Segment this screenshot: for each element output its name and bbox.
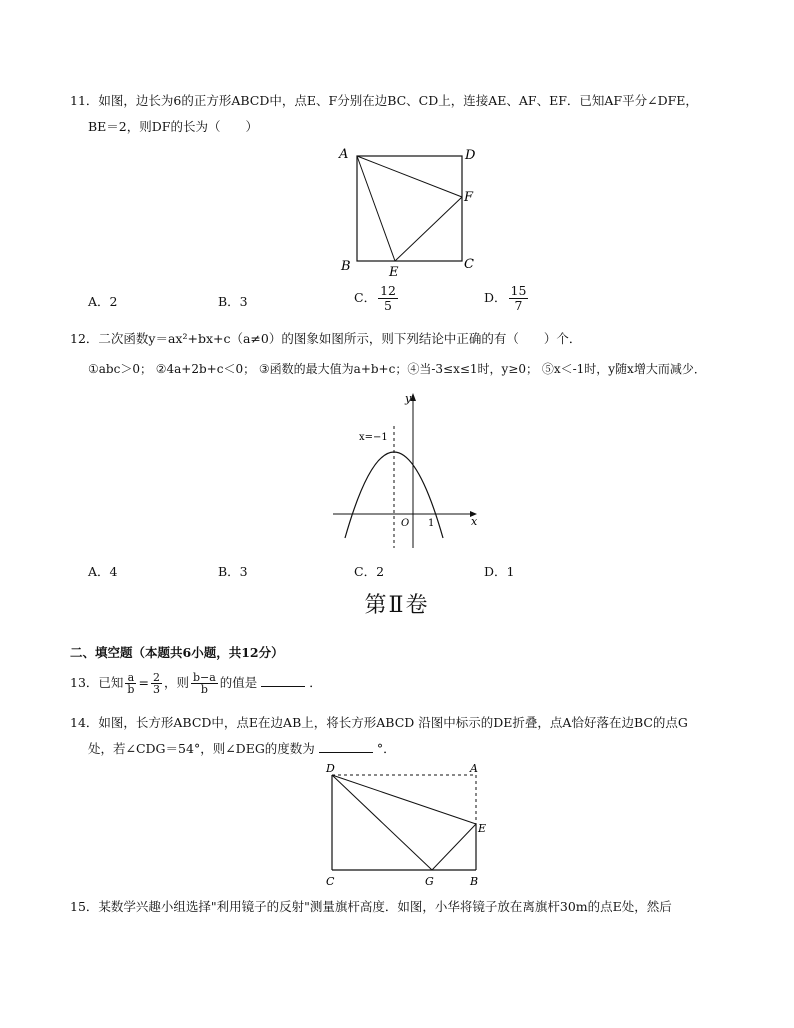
q14-line2 bbox=[88, 740, 396, 758]
label-e: E bbox=[478, 822, 487, 835]
q14-line2-suffix: °． bbox=[376, 741, 396, 756]
label-e: E bbox=[389, 265, 399, 280]
q13-answer-blank[interactable] bbox=[261, 674, 305, 687]
part-heading: 第Ⅱ卷 bbox=[364, 593, 430, 618]
q13-frac2-den: 3 bbox=[152, 683, 160, 696]
q12-line1: 12．二次函数y＝ax²+bx+c（a≠0）的图象如图所示，则下列结论中正确的有（ ）个． bbox=[70, 331, 582, 346]
q13-mid: ，则 bbox=[163, 675, 189, 690]
q13-end: ． bbox=[309, 675, 322, 690]
q11-line1: 11．如图，边长为6的正方形ABCD中，点E、F分别在边BC、CD上，连接AE、AF、EF．已知AF平分∠DFE， bbox=[70, 93, 698, 108]
q12-line2: ①abc＞0； ②4a+2b+c＜0； ③函数的最大值为a+b+c；④当-3≤x≤1时，y≥0； ⑤x＜-1时，y随x增大而减少． bbox=[88, 362, 706, 376]
label-c: C bbox=[464, 257, 474, 272]
label-g: G bbox=[425, 875, 434, 888]
q14-line1: 14．如图，长方形ABCD中，点E在边AB上，将长方形ABCD 沿图中标示的DE折叠，点A恰好落在边BC的点G bbox=[70, 715, 688, 730]
q12-option-a: A．4 bbox=[88, 564, 118, 579]
q11-option-c-prefix: C． bbox=[354, 290, 377, 305]
segment-ae bbox=[357, 156, 395, 261]
q11-option-c bbox=[354, 284, 400, 313]
q12-option-d: D．1 bbox=[484, 564, 515, 579]
segment-ef bbox=[395, 197, 462, 261]
label-b: B bbox=[470, 875, 479, 888]
segment-dg bbox=[332, 775, 432, 870]
label-origin: O bbox=[401, 518, 410, 529]
q13-line bbox=[70, 672, 322, 695]
label-a: A bbox=[470, 762, 478, 775]
segment-de bbox=[332, 775, 476, 824]
q11-option-d-num: 15 bbox=[510, 283, 527, 298]
q12-parabola-graph bbox=[325, 388, 485, 553]
q11-option-d bbox=[484, 284, 530, 313]
q13-frac1-num: a bbox=[125, 672, 136, 684]
label-x-axis: x bbox=[471, 515, 478, 528]
q11-option-c-den: 5 bbox=[384, 298, 392, 313]
label-d: D bbox=[326, 762, 335, 775]
q11-line2: BE＝2，则DF的长为（ ） bbox=[88, 119, 258, 134]
label-a: A bbox=[339, 147, 349, 162]
q11-option-d-den: 7 bbox=[514, 298, 523, 313]
q13-eq: = bbox=[138, 675, 149, 690]
q14-line2-prefix: 处，若∠CDG＝54°，则∠DEG的度数为 bbox=[88, 741, 315, 756]
q13-suffix: 的值是 bbox=[219, 675, 258, 690]
label-y-axis: y bbox=[405, 392, 412, 405]
q13-frac3-num: b−a bbox=[192, 671, 216, 684]
q12-option-b: B．3 bbox=[218, 564, 248, 579]
q13-prefix: 13．已知 bbox=[70, 675, 124, 690]
label-d: D bbox=[465, 148, 476, 163]
square-abcd bbox=[357, 156, 462, 261]
q11-square-figure bbox=[330, 142, 480, 282]
segment-ge bbox=[432, 824, 476, 870]
label-c: C bbox=[326, 875, 335, 888]
q13-frac3-den: b bbox=[200, 683, 208, 696]
section-2-title: 二、填空题（本题共6小题，共12分） bbox=[70, 645, 284, 660]
q11-option-b: B．3 bbox=[218, 294, 248, 309]
label-b: B bbox=[341, 259, 351, 274]
q11-option-c-num: 12 bbox=[380, 283, 396, 298]
q12-option-c: C．2 bbox=[354, 564, 385, 579]
q11-option-a: A．2 bbox=[88, 294, 118, 309]
q13-frac2-num: 2 bbox=[152, 671, 160, 684]
q14-rectangle-figure bbox=[318, 762, 498, 890]
segment-af bbox=[357, 156, 462, 197]
q13-frac1-den: b bbox=[127, 683, 135, 696]
label-tick-1: 1 bbox=[428, 518, 435, 529]
q15-line1: 15．某数学兴趣小组选择"利用镜子的反射"测量旗杆高度．如图，小华将镜子放在离旗杆30m的点E处，然后 bbox=[70, 899, 672, 914]
label-symmetry: x=−1 bbox=[359, 432, 388, 443]
label-f: F bbox=[464, 190, 474, 205]
q11-option-d-prefix: D． bbox=[484, 290, 507, 305]
q14-answer-blank[interactable] bbox=[319, 740, 373, 753]
